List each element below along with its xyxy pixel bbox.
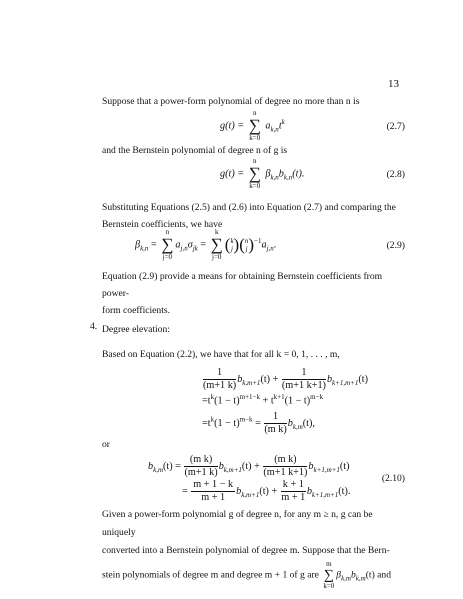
page-number: 13	[388, 78, 399, 90]
paragraph-equation-29: Equation (2.9) provide a means for obtaining Bernstein coefficients from power- form coefficients.	[102, 271, 383, 316]
paragraph-bernstein: and the Bernstein polynomial of degree n of g is	[102, 145, 288, 156]
eq27-coef: a	[265, 120, 271, 132]
paragraph-given: Given a power-form polynomial g of degree n, for any m ≥ n, g can be uniquely converted into a Bernstein polynomial of degree m. Suppose that the Bern- stein polynomials of degree m and degree m + 1 of g are m ∑ k=0 $\beta_{k,m}b_{k,m}(t)$ and	[102, 509, 392, 590]
de1-fraction-2: $\frac{1}{(m+1 k+1)}$	[281, 367, 326, 391]
eq210-fraction-4: $\frac{k + 1}{m + 1}$	[281, 479, 306, 503]
paragraph-intro: Suppose that a power-form polynomial of degree no more than n is	[102, 96, 360, 107]
eq29-binom-1: k j	[230, 237, 234, 253]
paragraph-substituting: Substituting Equations (2.5) and (2.6) into Equation (2.7) and comparing the Bernstein coefficients, we have	[102, 202, 396, 230]
eq29-binom-2: n j	[244, 237, 249, 253]
equation-2-8: g(t) = n ∑ k=0 $\beta_{k,n}b_{k,n}(t)$. (2.8)	[220, 157, 405, 190]
de3-fraction: $\frac{1}{\text{(m k)}}$	[264, 411, 287, 435]
degree-elevation-line-1: $\frac{1}{(m+1 k)}$ $b_{k,m+1}(t)$ + $\frac{1}{(m+1 k+1)}$ $b_{k+1,m+1}(t)$	[203, 367, 369, 391]
eq28-beta: β	[265, 168, 271, 180]
eq27-summation: n ∑ k=0	[248, 109, 261, 142]
list-item-number: 4.	[90, 321, 98, 332]
eq210-fraction-3: $\frac{m + 1 - k}{m + 1}$	[193, 479, 234, 503]
de1-fraction-1: $\frac{1}{(m+1 k)}$	[203, 367, 237, 391]
eq28-basis: b	[278, 168, 284, 180]
equation-2-10: $b_{k,m}(t)$ = $\frac{\text{(m k)}}{(m+1 k)}$ $b_{k,m+1}(t)$ + $\frac{\text{(m k)}}{(m+1 k+1)}$ $b_{k+1,m+1}(t)$ = $\frac{m + 1 - k}{m + 1}$ $b_{k,m+1}(t)$ + $\frac{k + 1}{m + 1}$ $b_{k+1,m+1}(t)$. (2.10)	[148, 454, 405, 503]
eq28-summation: n ∑ k=0	[248, 157, 261, 190]
equation-number: (2.10)	[381, 473, 405, 484]
equation-number: (2.8)	[386, 169, 405, 180]
list-item-title: Degree elevation:	[102, 324, 170, 335]
eq27-lhs: g(t) =	[220, 120, 245, 132]
p6-summation: m ∑ k=0	[323, 560, 335, 590]
eq29-summation-2: k ∑ j=0	[210, 228, 223, 261]
equation-2-9: $\beta_{k,n}$ = n ∑ j=0 $a_{j,n}\sigma_{jk}$ = k ∑ j=0 (k j)(n $j)^{-1}a_{j,n}$. (2.9)	[135, 228, 405, 261]
eq27-var: t	[278, 120, 282, 132]
eq210-fraction-2: $\frac{\text{(m k)}}{(m+1 k+1)}$	[263, 454, 308, 478]
degree-elevation-line-2: $=t^k(1 - t)^{m+1-k} + t^{k+1}(1 - t)^{m-k}$	[202, 393, 324, 407]
eq29-summation-1: n ∑ j=0	[161, 228, 174, 261]
equation-number: (2.7)	[386, 121, 405, 132]
equation-2-7: g(t) = n ∑ k=0 $a_{k,n}t^k$ (2.7)	[220, 109, 405, 142]
eq28-lhs: g(t) =	[220, 168, 245, 180]
paragraph-based-on: Based on Equation (2.2), we have that for all k = 0, 1, . . . , m,	[102, 349, 340, 360]
equation-number: (2.9)	[386, 240, 405, 251]
or-word: or	[102, 439, 110, 450]
eq210-fraction-1: $\frac{\text{(m k)}}{(m+1 k)}$	[184, 454, 218, 478]
eq29-lhs: β	[135, 239, 141, 251]
degree-elevation-line-3: $=t^k(1 - t)^{m-k}$ = $\frac{1}{\text{(m k)}}$ $b_{k,m}(t)$,	[202, 411, 315, 435]
